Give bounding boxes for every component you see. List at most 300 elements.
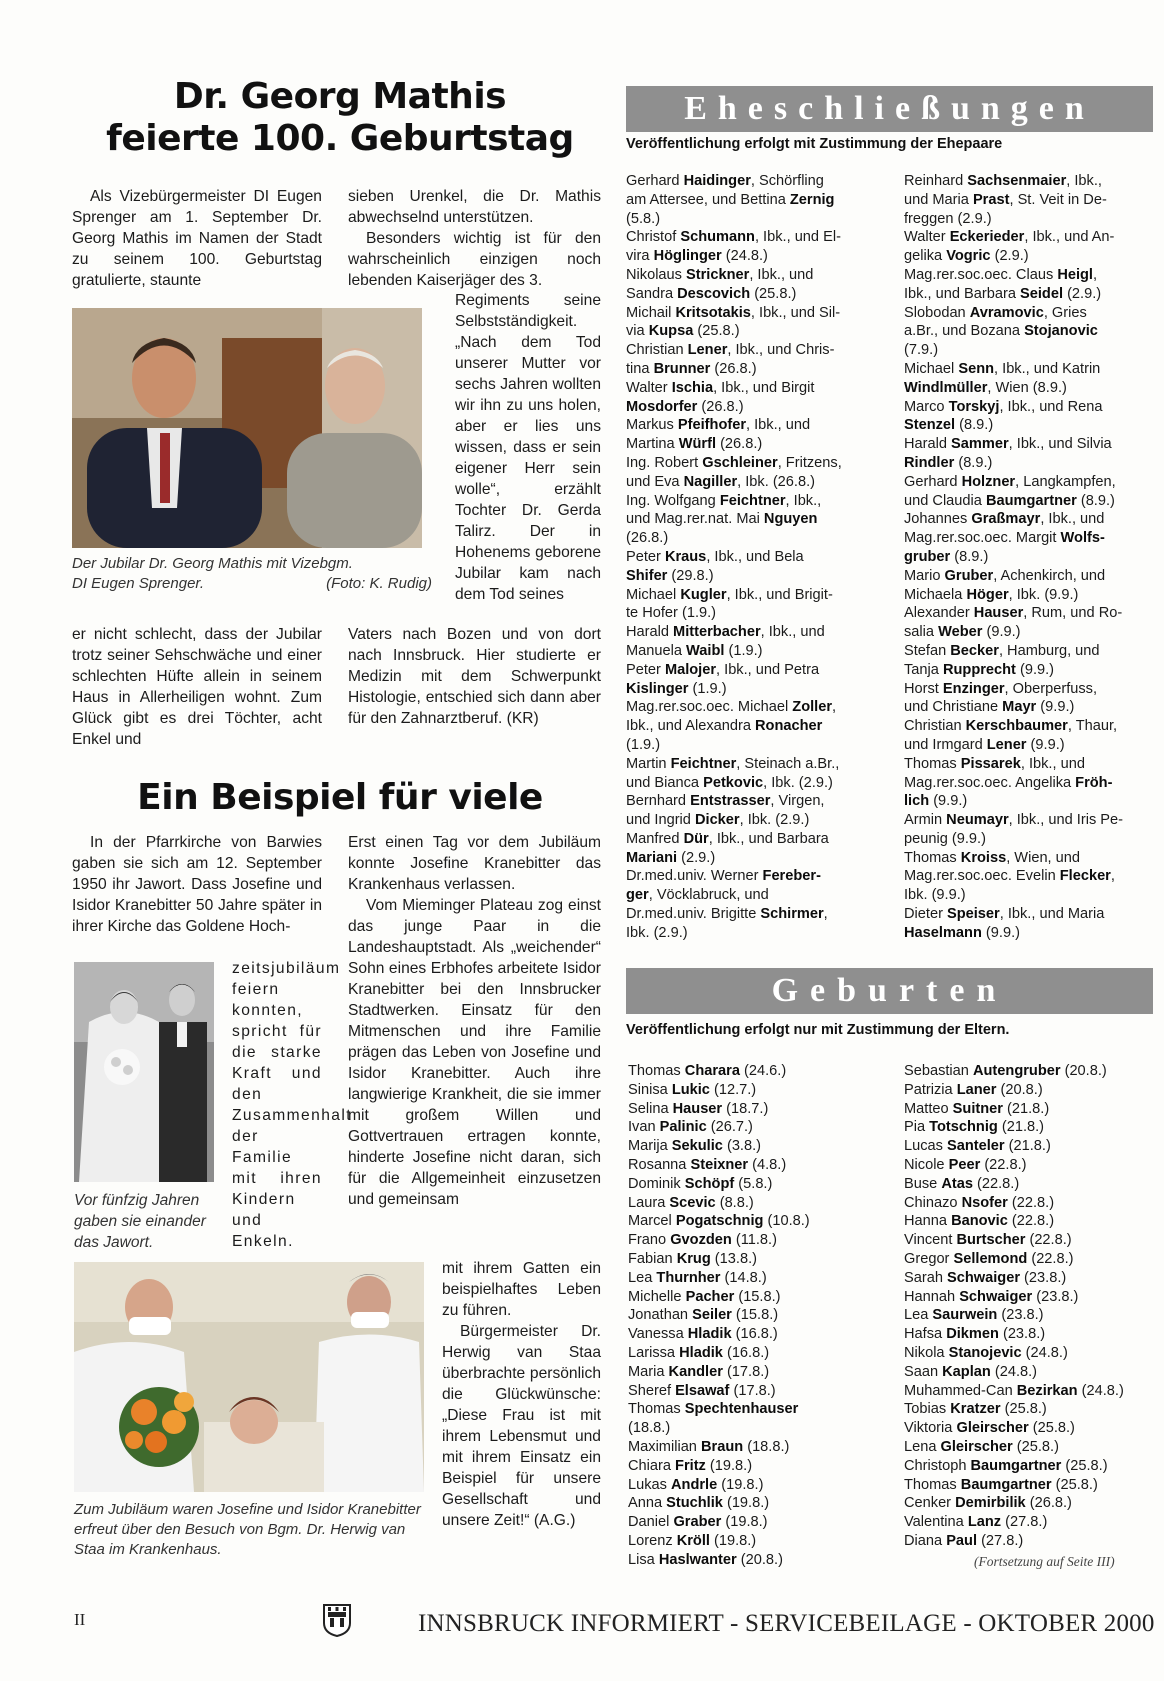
birth-entry — [628, 1231, 878, 1250]
entry-text: Peter — [626, 548, 665, 565]
entry-text: , Ibk. (2.9.) — [763, 774, 833, 791]
entry-text: Ing. Robert — [626, 454, 703, 471]
marriage-entry-line — [626, 360, 874, 379]
entry-text: , Ibk., und — [1020, 755, 1085, 772]
surname: Vogric — [946, 248, 991, 265]
surname: Laner — [956, 1081, 997, 1098]
marriage-entry-line — [626, 435, 874, 454]
entry-text: , Ibk. (2.9.) — [739, 812, 810, 829]
entry-text: (14.8.) — [720, 1269, 767, 1286]
surname: Prast — [972, 191, 1010, 208]
marriage-entry-line — [904, 435, 1152, 454]
surname: Pissarek — [960, 755, 1021, 772]
marriage-entry-line — [904, 755, 1152, 774]
entry-text: , — [1110, 868, 1115, 885]
entry-text: , Ibk., und Brigit- — [726, 586, 833, 603]
entry-text: Christian — [626, 342, 688, 359]
entry-text: am Attersee, und Bettina — [626, 191, 790, 208]
section-subtitle: Veröffentlichung erfolgt nur mit Zustimmung der Eltern. — [626, 1022, 1010, 1038]
entry-text: , Ibk., und Chris- — [727, 342, 835, 359]
surname: Dikmen — [946, 1326, 999, 1343]
entry-text: salia — [904, 624, 939, 641]
surname: Haidinger — [683, 173, 751, 189]
entry-text: (29.8.) — [667, 567, 714, 584]
entry-text: Ibk., und Alexandra — [626, 718, 755, 735]
surname: Kaplan — [942, 1363, 991, 1380]
entry-text: Michaela — [904, 586, 967, 603]
entry-text: Mag.rer.soc.oec. Angelika — [904, 774, 1076, 791]
surname: Kandler — [668, 1363, 723, 1380]
entry-text: Tobias — [904, 1401, 951, 1418]
surname: Kugler — [680, 586, 727, 603]
entry-text: Gerhard — [904, 473, 962, 490]
entry-text: (9.9.) — [981, 924, 1020, 941]
entry-text: (20.8.) — [1060, 1063, 1107, 1079]
surname: Nguyen — [763, 511, 818, 528]
surname: Totschnig — [929, 1119, 998, 1136]
entry-text: , Hamburg, und — [998, 642, 1100, 659]
entry-text: , Ibk., und — [1040, 511, 1105, 528]
entry-text: Ivan — [628, 1119, 660, 1136]
entry-text: Mag.rer.soc.oec. Evelin — [904, 868, 1060, 885]
marriage-entry-line — [904, 717, 1152, 736]
surname: Eckerieder — [949, 229, 1025, 246]
entry-text: , Ibk. (26.8.) — [737, 473, 816, 490]
entry-text: Hafsa — [904, 1326, 947, 1343]
entry-text: , — [832, 699, 837, 716]
entry-text: (19.8.) — [709, 1532, 757, 1549]
entry-text: (18.7.) — [722, 1100, 769, 1117]
surname: Petkovic — [703, 774, 764, 791]
entry-text: (8.9.) — [955, 417, 994, 434]
marriage-entry-line — [904, 886, 1152, 905]
entry-text: Nikola — [904, 1344, 949, 1361]
marriage-entry-line — [626, 228, 874, 247]
surname: Becker — [950, 642, 999, 659]
birth-entry — [904, 1269, 1154, 1288]
entry-text: Manfred — [626, 830, 684, 847]
marriage-entry-line — [626, 548, 874, 567]
entry-text: , Langkampfen, — [1015, 473, 1116, 490]
entry-text: (26.8.) — [697, 398, 744, 415]
entry-text: Johannes — [904, 511, 972, 528]
marriage-entry-line — [626, 642, 874, 661]
entry-text: Manuela — [626, 642, 687, 659]
entry-text: Matteo — [904, 1100, 953, 1117]
entry-text: Marija — [628, 1138, 672, 1155]
paragraph: er nicht schlecht, dass der Jubilar trotz seiner Sehschwäche und einer schlechten Hüfte allein in seinem Haus in Allerheiligen wohnt. Zum Glück gibt es drei Töchter, acht Enkel und — [72, 626, 322, 748]
entry-text: (8.9.) — [1076, 492, 1115, 509]
entry-text: (1.9.) — [688, 680, 727, 697]
entry-text: , — [1093, 266, 1098, 283]
entry-text: Chiara — [628, 1457, 676, 1474]
marriage-entry-line — [904, 379, 1152, 398]
birth-entry — [904, 1325, 1154, 1344]
entry-text: Peter — [626, 661, 665, 678]
entry-text: (4.8.) — [748, 1156, 787, 1173]
birth-entry — [904, 1175, 1154, 1194]
marriage-entry-line — [626, 398, 874, 417]
entry-text: Thomas — [628, 1063, 685, 1079]
birth-entry — [904, 1118, 1154, 1137]
article-column — [72, 186, 322, 291]
entry-text: (9.9.) — [1015, 661, 1055, 678]
entry-text: Marcel — [628, 1213, 676, 1230]
entry-text: und Irmgard — [904, 736, 987, 753]
entry-text: (26.8.) — [716, 436, 763, 453]
entry-text: (5.8.) — [626, 210, 661, 227]
entry-text: und Maria — [904, 191, 973, 208]
birth-entry — [904, 1494, 1154, 1513]
birth-entry — [628, 1062, 878, 1081]
entry-text: Jonathan — [628, 1307, 693, 1324]
birth-entry — [904, 1194, 1154, 1213]
birth-entry — [904, 1212, 1154, 1231]
entry-text: Thomas — [904, 755, 961, 772]
marriage-entry-line — [904, 492, 1152, 511]
birth-entry — [628, 1457, 878, 1476]
birth-entry — [904, 1400, 1154, 1419]
entry-text: , Ibk., und Petra — [716, 661, 820, 678]
section-subtitle: Veröffentlichung erfolgt mit Zustimmung der Ehepaare — [626, 136, 1003, 152]
marriage-entry-line — [904, 924, 1152, 943]
surname: Hladik — [679, 1344, 723, 1361]
entry-text: , Rum, und Ro- — [1023, 605, 1123, 622]
entry-text: Vanessa — [628, 1326, 688, 1343]
entry-text: , Oberperfuss, — [1004, 680, 1098, 697]
entry-text: te Hofer (1.9.) — [626, 605, 717, 622]
entry-text: , Vöcklabruck, und — [648, 887, 769, 904]
article-column — [72, 832, 322, 937]
surname: Zernig — [789, 191, 835, 208]
marriage-entry-line — [904, 567, 1152, 586]
birth-entry — [628, 1250, 878, 1269]
marriage-entry-line — [626, 322, 874, 341]
paragraph: In der Pfarrkirche von Barwies gaben sie sich am 12. September 1950 ihr Jawort. Dass Josefine und Isidor Kranebitter 50 Jahre später in ihrer Kirche das Goldene Hoch- — [72, 834, 322, 935]
entry-text: Markus — [626, 417, 678, 434]
paragraph: sieben Urenkel, die Dr. Mathis abwechselnd unterstützen. — [348, 188, 601, 226]
marriage-entry-line — [904, 473, 1152, 492]
entry-text: (13.8.) — [710, 1250, 757, 1267]
entry-text: Lea — [904, 1307, 933, 1324]
surname: Würfl — [678, 436, 717, 453]
entry-text: , — [823, 906, 828, 923]
surname: Kerschbaumer — [965, 718, 1068, 735]
surname: ger — [626, 887, 649, 904]
entry-text: (22.8.) — [1007, 1213, 1055, 1230]
entry-text: Lorenz — [628, 1532, 677, 1549]
surname: Lanz — [967, 1514, 1002, 1531]
entry-text: , Ibk., und El- — [754, 229, 841, 246]
birth-entry — [904, 1457, 1154, 1476]
surname: Nsofer — [961, 1194, 1008, 1211]
surname: Baumgartner — [985, 492, 1077, 509]
entry-text: (9.9.) — [1036, 699, 1075, 716]
entry-text: und Mag.rer.nat. Mai — [626, 511, 764, 528]
photo-caption: Vor fünfzig Jahren gaben sie einander das Jawort. — [74, 1192, 206, 1251]
entry-text: vira — [626, 248, 654, 265]
entry-text: (26.8.) — [710, 360, 757, 377]
entry-text: , Ibk., und Rena — [999, 398, 1103, 415]
birth-entry — [904, 1476, 1154, 1495]
marriage-entry-line — [626, 567, 874, 586]
entry-text: (15.8.) — [734, 1288, 781, 1305]
entry-text: Mario — [904, 567, 945, 584]
surname: Lener — [687, 342, 728, 359]
surname: Zoller — [792, 699, 833, 716]
surname: Fröh- — [1075, 774, 1113, 791]
entry-text: Sandra — [626, 285, 678, 302]
entry-text: , Schörfling — [750, 173, 824, 189]
entry-text: und Christiane — [904, 699, 1003, 716]
entry-text: (22.8.) — [1007, 1194, 1055, 1211]
surname: Senn — [958, 360, 995, 377]
marriage-entry-line — [904, 285, 1152, 304]
entry-text: (27.8.) — [977, 1532, 1024, 1549]
entry-text: (24.8.) — [1021, 1344, 1068, 1361]
surname: Stenzel — [904, 417, 956, 434]
photo-wedding-illustration — [74, 962, 214, 1182]
marriage-entry-line — [626, 774, 874, 793]
entry-text: (9.9.) — [1026, 736, 1065, 753]
entry-text: Gerhard — [626, 173, 684, 189]
marriage-entry-line — [904, 266, 1152, 285]
marriage-entry-line — [904, 811, 1152, 830]
surname: Schöpf — [684, 1175, 735, 1192]
entry-text: Patrizia — [904, 1081, 957, 1098]
birth-list — [904, 1062, 1154, 1551]
surname: Seiler — [692, 1307, 732, 1324]
marriage-entry-line — [626, 792, 874, 811]
surname: Avramovic — [969, 304, 1044, 321]
entry-text: Lisa — [628, 1551, 659, 1568]
surname: Schwaiger — [947, 1269, 1020, 1286]
birth-entry — [904, 1363, 1154, 1382]
birth-entry — [628, 1438, 878, 1457]
entry-text: (8.8.) — [715, 1194, 754, 1211]
surname: Mariani — [626, 849, 678, 866]
surname: Peer — [948, 1156, 981, 1173]
marriage-entry-line — [626, 416, 874, 435]
entry-text: , Achenkirch, und — [993, 567, 1106, 584]
caption-line: Der Jubilar Dr. Georg Mathis mit Vizebgm. — [72, 555, 353, 572]
marriage-entry-line — [626, 849, 874, 868]
surname: Mayr — [1002, 699, 1037, 716]
surname: lich — [904, 793, 930, 810]
entry-text: (19.8.) — [705, 1457, 753, 1474]
entry-text: Vincent — [904, 1232, 957, 1249]
section-title: Eheschließungen — [684, 90, 1095, 127]
entry-text: Daniel — [628, 1514, 674, 1531]
entry-text: , Wien, und — [1006, 849, 1081, 866]
surname: Strickner — [686, 266, 750, 283]
entry-text: Gregor — [904, 1250, 954, 1267]
marriage-entry-line — [904, 604, 1152, 623]
surname: Ronacher — [755, 718, 823, 735]
birth-entry — [628, 1288, 878, 1307]
entry-text: Reinhard — [904, 173, 968, 189]
entry-text: (19.8.) — [722, 1495, 770, 1512]
entry-text: (26.8.) — [626, 530, 669, 547]
birth-entry — [904, 1156, 1154, 1175]
entry-text: , Ibk., — [1066, 173, 1102, 189]
surname: Waibl — [686, 642, 725, 659]
entry-text: Nikolaus — [626, 266, 687, 283]
birth-entry — [904, 1344, 1154, 1363]
birth-entry — [628, 1325, 878, 1344]
surname: Fereber- — [762, 868, 821, 885]
entry-text: , Ibk., und — [749, 266, 814, 283]
entry-text: (8.9.) — [950, 548, 989, 565]
entry-text: , Wien (8.9.) — [987, 379, 1067, 396]
surname: Pogatschnig — [675, 1213, 764, 1230]
surname: Demirbilik — [955, 1495, 1026, 1512]
entry-text: Lukas — [628, 1476, 671, 1493]
birth-entry — [628, 1118, 878, 1137]
entry-text: Dr.med.univ. Werner — [626, 868, 763, 885]
surname: Graber — [673, 1514, 722, 1531]
birth-entry — [628, 1400, 878, 1419]
marriage-entry-line — [904, 867, 1152, 886]
marriage-entry-line — [904, 736, 1152, 755]
surname: Autengruber — [972, 1063, 1061, 1079]
article-column-wrap — [232, 958, 352, 1252]
entry-text: , Ibk., — [785, 492, 822, 509]
birth-entry — [628, 1513, 878, 1532]
marriage-entry-line — [626, 285, 874, 304]
surname: Spechtenhauser — [684, 1401, 799, 1418]
article-column — [348, 624, 601, 729]
headline-line: feierte 100. Geburtstag — [106, 118, 574, 159]
entry-text: , Ibk., und Katrin — [994, 360, 1101, 377]
entry-text: Anna — [628, 1495, 667, 1512]
surname: Malojer — [664, 661, 717, 678]
paragraph: zeitsjubiläum feiern konnten, spricht für die starke Kraft und den Zusammenhalt der Familie mit ihren Kindern und Enkeln. — [232, 960, 352, 1250]
entry-text: und Bianca — [626, 774, 704, 791]
entry-text: Sheref — [628, 1382, 676, 1399]
marriage-entry-line — [626, 717, 874, 736]
surname: Atas — [941, 1175, 973, 1192]
entry-text: (22.8.) — [1025, 1232, 1072, 1249]
surname: Höglinger — [653, 248, 722, 265]
marriage-entry-line — [626, 867, 874, 886]
surname: Heigl — [1057, 266, 1093, 283]
entry-text: Sarah — [904, 1269, 947, 1286]
marriage-entry-line — [626, 492, 874, 511]
entry-text: Walter — [904, 229, 950, 246]
surname: Schumann — [680, 229, 755, 246]
surname: Entstrasser — [690, 793, 771, 810]
paragraph: Besonders wichtig ist für den wahrscheinlich einzigen noch lebenden Kaiserjäger des 3. — [348, 230, 601, 289]
surname: Mosdorfer — [626, 398, 698, 415]
entry-text: Harald — [904, 436, 952, 453]
photo-caption: Zum Jubiläum waren Josefine und Isidor Kranebitter erfreut über den Besuch von Bgm. Dr. Herwig van Staa im Krankenhaus. — [74, 1501, 421, 1558]
entry-text: (22.8.) — [972, 1175, 1020, 1192]
surname: Santeler — [947, 1138, 1005, 1155]
marriage-entry-line — [904, 341, 1152, 360]
surname: Haselmann — [904, 924, 982, 941]
surname: Schirmer — [760, 906, 824, 923]
birth-entry — [904, 1062, 1154, 1081]
entry-text: (12.7.) — [709, 1081, 757, 1098]
entry-text: , Ibk., und Sil- — [750, 304, 841, 321]
entry-text: Armin — [904, 812, 947, 829]
photo-hospital-illustration — [74, 1262, 424, 1492]
birth-entry — [628, 1306, 878, 1325]
entry-text: (18.8.) — [743, 1438, 790, 1455]
entry-text: Bernhard — [626, 793, 691, 810]
surname: Mitterbacher — [673, 624, 761, 641]
entry-text: , Ibk., und Birgit — [713, 379, 815, 396]
entry-text: Cenker — [904, 1495, 956, 1512]
entry-text: (22.8.) — [1027, 1250, 1074, 1267]
marriage-entry-line — [904, 529, 1152, 548]
entry-text: (7.9.) — [904, 342, 939, 359]
entry-text: , Ibk., und Maria — [999, 906, 1105, 923]
surname: Kratzer — [950, 1401, 1001, 1418]
surname: Thurnher — [656, 1269, 721, 1286]
entry-text: Michael — [904, 360, 959, 377]
surname: Seidel — [1020, 285, 1064, 302]
entry-text: Diana — [904, 1532, 947, 1549]
continuation-note: (Fortsetzung auf Seite III) — [974, 1554, 1115, 1569]
surname: Holzner — [961, 473, 1016, 490]
surname: Sellemond — [953, 1250, 1028, 1267]
paragraph: Vaters nach Bozen und von dort nach Innsbruck. Hier studierte er Medizin mit dem Schwerpunkt Histologie, entschied sich dann aber für den Zahnarztberuf. (KR) — [348, 626, 601, 727]
surname: Shifer — [626, 567, 668, 584]
surname: Charara — [684, 1063, 740, 1079]
marriage-entry-line — [904, 774, 1152, 793]
surname: Speiser — [946, 906, 1000, 923]
marriage-entry-line — [904, 398, 1152, 417]
marriage-entry-line — [904, 510, 1152, 529]
entry-text: Lucas — [904, 1138, 947, 1155]
marriage-entry-line — [626, 379, 874, 398]
paragraph: mit ihrem Gatten ein beispielhaftes Leben zu führen. — [442, 1260, 601, 1319]
surname: Elsawaf — [675, 1382, 730, 1399]
entry-text: Stefan — [904, 642, 951, 659]
surname: Paul — [946, 1532, 978, 1549]
birth-entry — [628, 1419, 878, 1438]
surname: Weber — [938, 624, 983, 641]
caption-line — [72, 574, 432, 594]
city-crest-icon — [322, 1603, 352, 1637]
surname: Burtscher — [956, 1232, 1026, 1249]
entry-text: (25.8.) — [693, 323, 740, 340]
entry-text: , Fritzens, — [777, 454, 842, 471]
marriage-entry-line — [904, 830, 1152, 849]
entry-text: (20.8.) — [736, 1551, 783, 1568]
entry-text: (16.8.) — [722, 1344, 770, 1361]
surname: Gschleiner — [702, 454, 778, 471]
marriage-entry-line — [626, 924, 874, 943]
entry-text: Maria — [628, 1363, 669, 1380]
entry-text: und Eva — [626, 473, 684, 490]
surname: Sekulic — [671, 1138, 723, 1155]
marriage-entry-line — [904, 680, 1152, 699]
surname: Brunner — [653, 360, 711, 377]
entry-text: Frano — [628, 1232, 671, 1249]
article-column-wrap — [455, 290, 601, 605]
marriage-entry-line — [904, 623, 1152, 642]
surname: Kritsotakis — [675, 304, 751, 321]
entry-text: Buse — [904, 1175, 942, 1192]
birth-entry — [904, 1288, 1154, 1307]
birth-entry — [628, 1532, 878, 1551]
entry-text: Sebastian — [904, 1063, 973, 1079]
marriage-entry-line — [904, 360, 1152, 379]
marriage-entry-line — [626, 341, 874, 360]
